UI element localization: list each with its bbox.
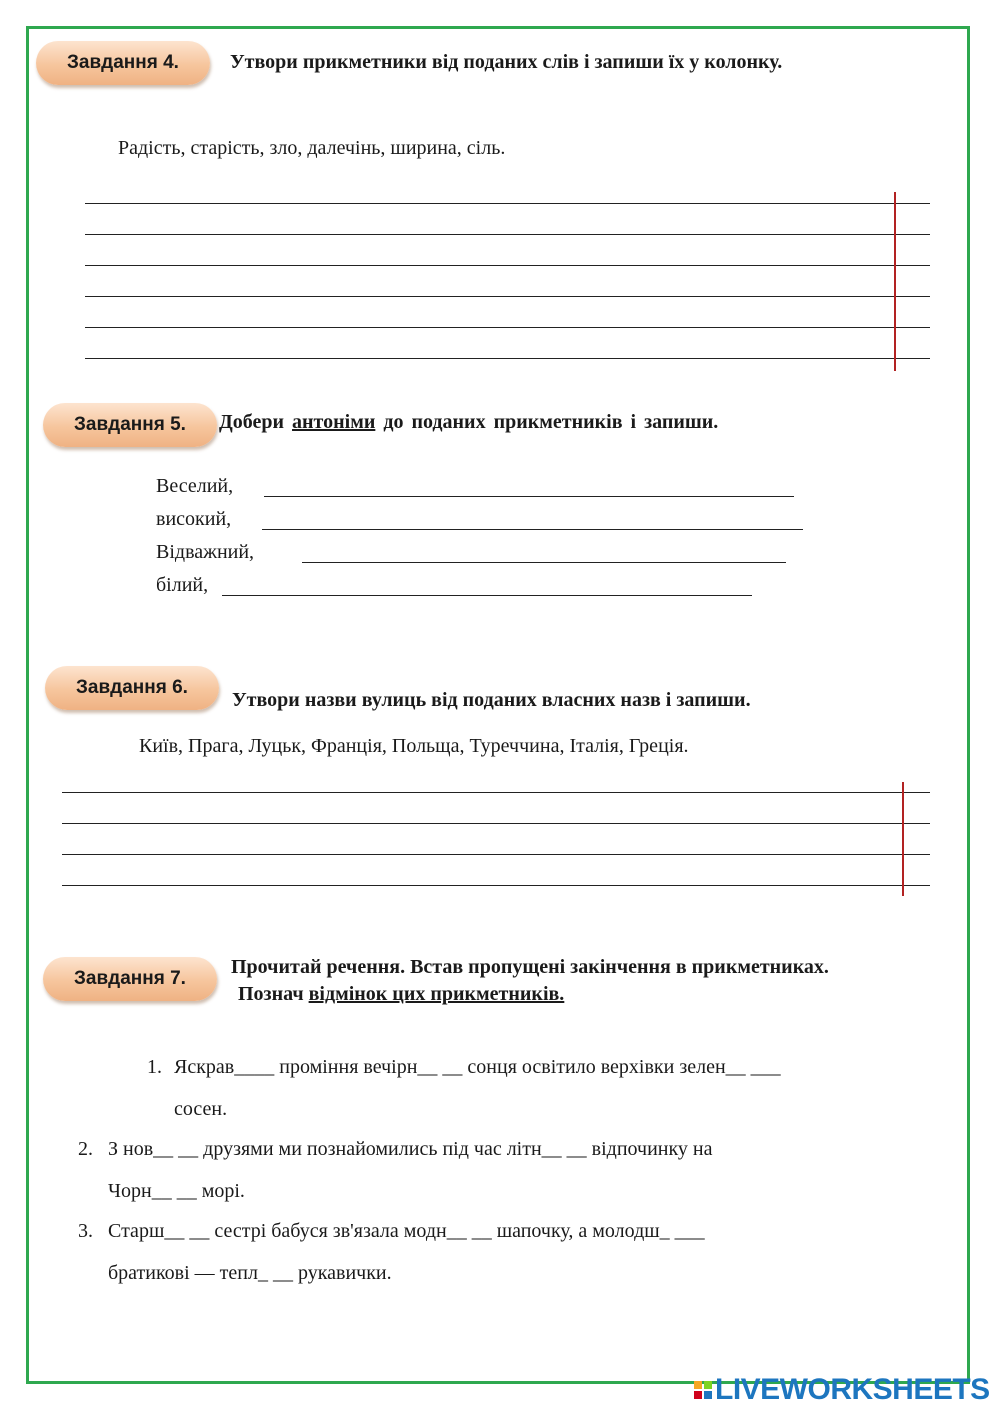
answer-line[interactable] xyxy=(62,792,930,793)
antonym-answer-line[interactable] xyxy=(222,595,752,596)
task7-title-line2 xyxy=(238,980,564,1008)
task5-title-part: Добери xyxy=(219,411,293,433)
margin-line xyxy=(894,192,896,371)
sentence-line[interactable]: Яскрав____ проміння вечірн__ __ сонця освітило верхівки зелен__ ___ xyxy=(174,1056,781,1078)
task5-title xyxy=(219,408,718,436)
sentence-number: 1. xyxy=(147,1056,162,1078)
task4-title: Утвори прикметники від поданих слів і запиши їх у колонку. xyxy=(230,51,783,73)
task7-badge xyxy=(43,957,217,1001)
sentence-2 xyxy=(78,1128,954,1170)
answer-line[interactable] xyxy=(62,854,930,855)
task6-title: Утвори назви вулиць від поданих власних назв і запиши. xyxy=(232,689,751,711)
task4-badge xyxy=(36,41,210,85)
logo-square xyxy=(694,1391,702,1399)
answer-line[interactable] xyxy=(85,234,930,235)
answer-line[interactable] xyxy=(62,823,930,824)
sentence-1 xyxy=(147,1046,934,1088)
task7-title-line2-underlined: відмінок цих прикметників. xyxy=(308,983,565,1005)
answer-line[interactable] xyxy=(62,885,930,886)
antonym-answer-line[interactable] xyxy=(264,496,794,497)
task4-badge-label: Завдання 4. xyxy=(67,52,179,73)
antonym-answer-line[interactable] xyxy=(262,529,803,530)
task6-badge xyxy=(45,666,219,710)
answer-line[interactable] xyxy=(85,203,930,204)
sentence-line[interactable]: Старш__ __ сестрі бабуся зв'язала модн__ __ шапочку, а молодш_ ___ xyxy=(108,1220,705,1242)
sentence-line[interactable]: З нов__ __ друзями ми познайомились під час літн__ __ відпочинку на xyxy=(108,1138,713,1160)
logo-mark-icon xyxy=(694,1381,712,1399)
sentence-3 xyxy=(78,1210,878,1252)
margin-line xyxy=(902,782,904,896)
task5-title-part: до поданих прикметників і запиши. xyxy=(383,411,719,433)
sentence-number: 3. xyxy=(78,1220,93,1242)
answer-line[interactable] xyxy=(85,358,930,359)
task4-words: Радість, старість, зло, далечінь, ширина, сіль. xyxy=(118,137,506,159)
logo-square xyxy=(694,1381,702,1389)
task7-badge-label: Завдання 7. xyxy=(74,968,186,989)
sentence-3-continuation[interactable]: братикові — тепл_ __ рукавички. xyxy=(108,1262,392,1284)
liveworksheets-logo[interactable] xyxy=(694,1373,990,1406)
task6-words: Київ, Прага, Луцьк, Франція, Польща, Туреччина, Італія, Греція. xyxy=(139,735,689,757)
task5-item-label: білий, xyxy=(156,574,209,596)
answer-line[interactable] xyxy=(85,296,930,297)
sentence-1-continuation: сосен. xyxy=(174,1098,228,1120)
sentence-2-continuation[interactable]: Чорн__ __ морі. xyxy=(108,1180,245,1202)
logo-text: LIVEWORKSHEETS xyxy=(715,1373,990,1406)
task5-item-label: Веселий, xyxy=(156,475,234,497)
task5-item-label: високий, xyxy=(156,508,232,530)
logo-square xyxy=(704,1381,712,1389)
task5-title-underlined: антоніми xyxy=(292,411,376,433)
antonym-answer-line[interactable] xyxy=(302,562,786,563)
task7-title-line1: Прочитай речення. Встав пропущені закінчення в прикметниках. xyxy=(231,956,829,978)
logo-square xyxy=(704,1391,712,1399)
task5-badge xyxy=(43,403,217,447)
answer-line[interactable] xyxy=(85,265,930,266)
task6-badge-label: Завдання 6. xyxy=(76,677,188,698)
task5-item-label: Відважний, xyxy=(156,541,255,563)
task5-badge-label: Завдання 5. xyxy=(74,414,186,435)
answer-line[interactable] xyxy=(85,327,930,328)
task7-title-line2-part: Познач xyxy=(238,983,309,1005)
sentence-number: 2. xyxy=(78,1138,93,1160)
